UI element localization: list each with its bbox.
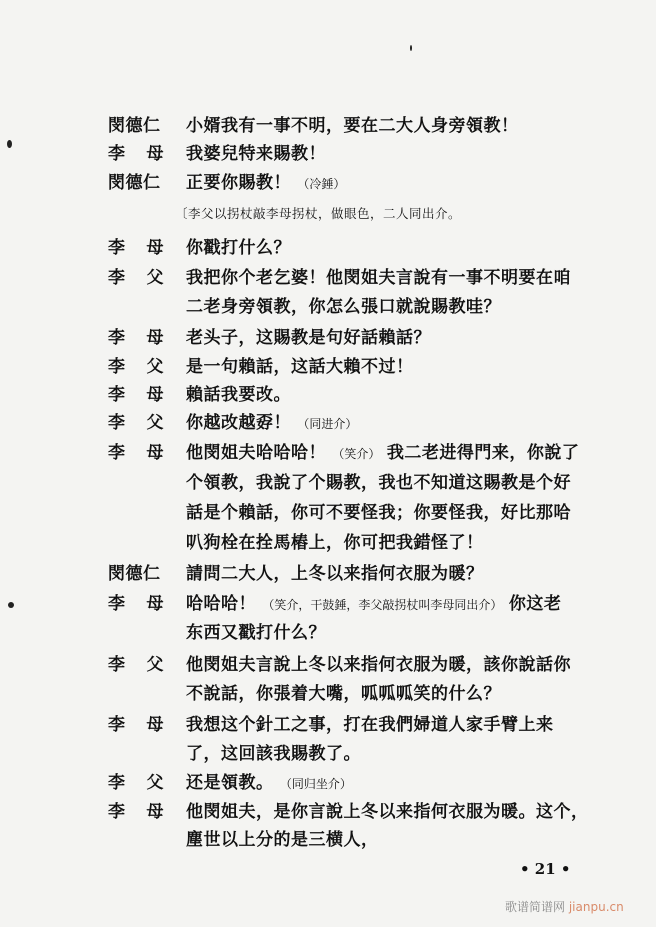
watermark-en: jianpu.cn	[568, 900, 624, 914]
dialogue-text-main: 他閔姐夫哈哈哈！	[186, 443, 326, 463]
dialogue-text: 我想这个針工之事，打在我們婦道人家手臂上来	[186, 715, 554, 735]
speaker-label	[108, 593, 164, 615]
scan-speck	[7, 140, 12, 148]
dialogue-text-main: 还是領教。	[186, 773, 274, 793]
speaker-char: 父	[146, 773, 164, 793]
stage-note: （同进介）	[297, 417, 358, 431]
speaker-char: 母	[146, 144, 164, 164]
speaker-char: 李	[108, 655, 126, 675]
speaker-char: 母	[146, 238, 164, 258]
dialogue-text-main: 哈哈哈！	[186, 594, 256, 614]
speaker-label	[108, 267, 164, 289]
dialogue-text-tail: 我二老进得門来，你說了	[386, 443, 580, 463]
stage-note: （同归坐介）	[279, 777, 352, 791]
scan-speck	[410, 45, 412, 51]
dialogue-text	[186, 172, 345, 195]
dialogue-text: 賴話我要改。	[186, 385, 291, 405]
speaker-char: 母	[146, 594, 164, 614]
speaker-label	[108, 384, 164, 406]
speaker-label	[108, 654, 164, 676]
speaker-char: 父	[146, 268, 164, 288]
dialogue-text: 小婿我有一事不明，要在二大人身旁領教！	[186, 116, 519, 136]
speaker-char: 父	[146, 413, 164, 433]
dialogue-text: 老头子，这賜教是句好話賴話？	[186, 328, 431, 348]
dialogue-text: 是一句賴話，这話大賴不过！	[186, 357, 414, 377]
dialogue-text	[186, 412, 357, 435]
dialogue-text: 个領教，我說了个賜教，我也不知道这賜教是个好	[186, 473, 571, 493]
speaker-label	[108, 237, 164, 259]
speaker-label: 閔德仁	[108, 173, 161, 193]
speaker-label	[108, 327, 164, 349]
dialogue-text	[186, 442, 579, 465]
dialogue-text	[186, 593, 561, 616]
dialogue-text	[186, 772, 352, 795]
page-number: • 21 •	[520, 860, 571, 878]
speaker-char: 李	[108, 144, 126, 164]
dialogue-text: 塵世以上分的是三横人，	[186, 830, 379, 850]
watermark-cn: 歌谱简谱网	[505, 900, 566, 914]
dialogue-text: 我婆兒特来賜教！	[186, 144, 326, 164]
speaker-label	[108, 772, 164, 794]
dialogue-text: 叭狗栓在拴馬樁上，你可把我錯怪了！	[186, 533, 484, 553]
speaker-char: 李	[108, 328, 126, 348]
speaker-char: 李	[108, 773, 126, 793]
dialogue-text: 你戳打什么？	[186, 238, 291, 258]
dialogue-text: 他閔姐夫言說上冬以来指何衣服为暖，該你說話你	[186, 655, 571, 675]
speaker-char: 母	[146, 443, 164, 463]
dialogue-text: 請問二大人，上冬以来指何衣服为暖？	[186, 564, 484, 584]
speaker-char: 李	[108, 357, 126, 377]
speaker-char: 李	[108, 238, 126, 258]
speaker-char: 母	[146, 328, 164, 348]
dialogue-text: 他閔姐夫，是你言說上冬以来指何衣服为暖。这个，	[186, 802, 589, 822]
dialogue-text: 不說話，你張着大嘴，呱呱呱笑的什么？	[186, 684, 501, 704]
speaker-label	[108, 356, 164, 378]
dialogue-text: 东西又戳打什么？	[186, 623, 326, 643]
dialogue-text: 話是个賴話，你可不要怪我；你要怪我，好比那哈	[186, 503, 571, 523]
speaker-char: 李	[108, 268, 126, 288]
speaker-char: 父	[146, 655, 164, 675]
stage-note: （冷錘）	[297, 177, 346, 191]
watermark	[505, 898, 624, 915]
speaker-label: 閔德仁	[108, 116, 161, 136]
speaker-char: 李	[108, 385, 126, 405]
speaker-label: 閔德仁	[108, 564, 161, 584]
stage-direction: 〔李父以拐杖敲李母拐杖，做眼色，二人同出介。	[175, 206, 462, 221]
speaker-label	[108, 143, 164, 165]
speaker-label	[108, 412, 164, 434]
speaker-char: 李	[108, 715, 126, 735]
speaker-label	[108, 442, 164, 464]
stage-note: （笑介）	[332, 447, 381, 461]
dialogue-text: 了，这回該我賜教了。	[186, 744, 361, 764]
dialogue-text-main: 正要你賜教！	[186, 173, 291, 193]
dialogue-text: 二老身旁領教，你怎么張口就說賜教哇？	[186, 297, 501, 317]
speaker-char: 李	[108, 443, 126, 463]
speaker-char: 李	[108, 413, 126, 433]
dialogue-text-main: 你越改越孬！	[186, 413, 291, 433]
speaker-label	[108, 801, 164, 823]
speaker-char: 母	[146, 802, 164, 822]
speaker-char: 母	[146, 385, 164, 405]
speaker-char: 李	[108, 802, 126, 822]
stage-note: （笑介，干鼓錘，李父敲拐杖叫李母同出介）	[262, 598, 503, 612]
scan-speck	[8, 602, 14, 608]
speaker-char: 母	[146, 715, 164, 735]
dialogue-text-tail: 你这老	[508, 594, 562, 614]
speaker-char: 李	[108, 594, 126, 614]
speaker-char: 父	[146, 357, 164, 377]
speaker-label	[108, 714, 164, 736]
dialogue-text: 我把你个老乞婆！他閔姐夫言說有一事不明要在咱	[186, 268, 571, 288]
